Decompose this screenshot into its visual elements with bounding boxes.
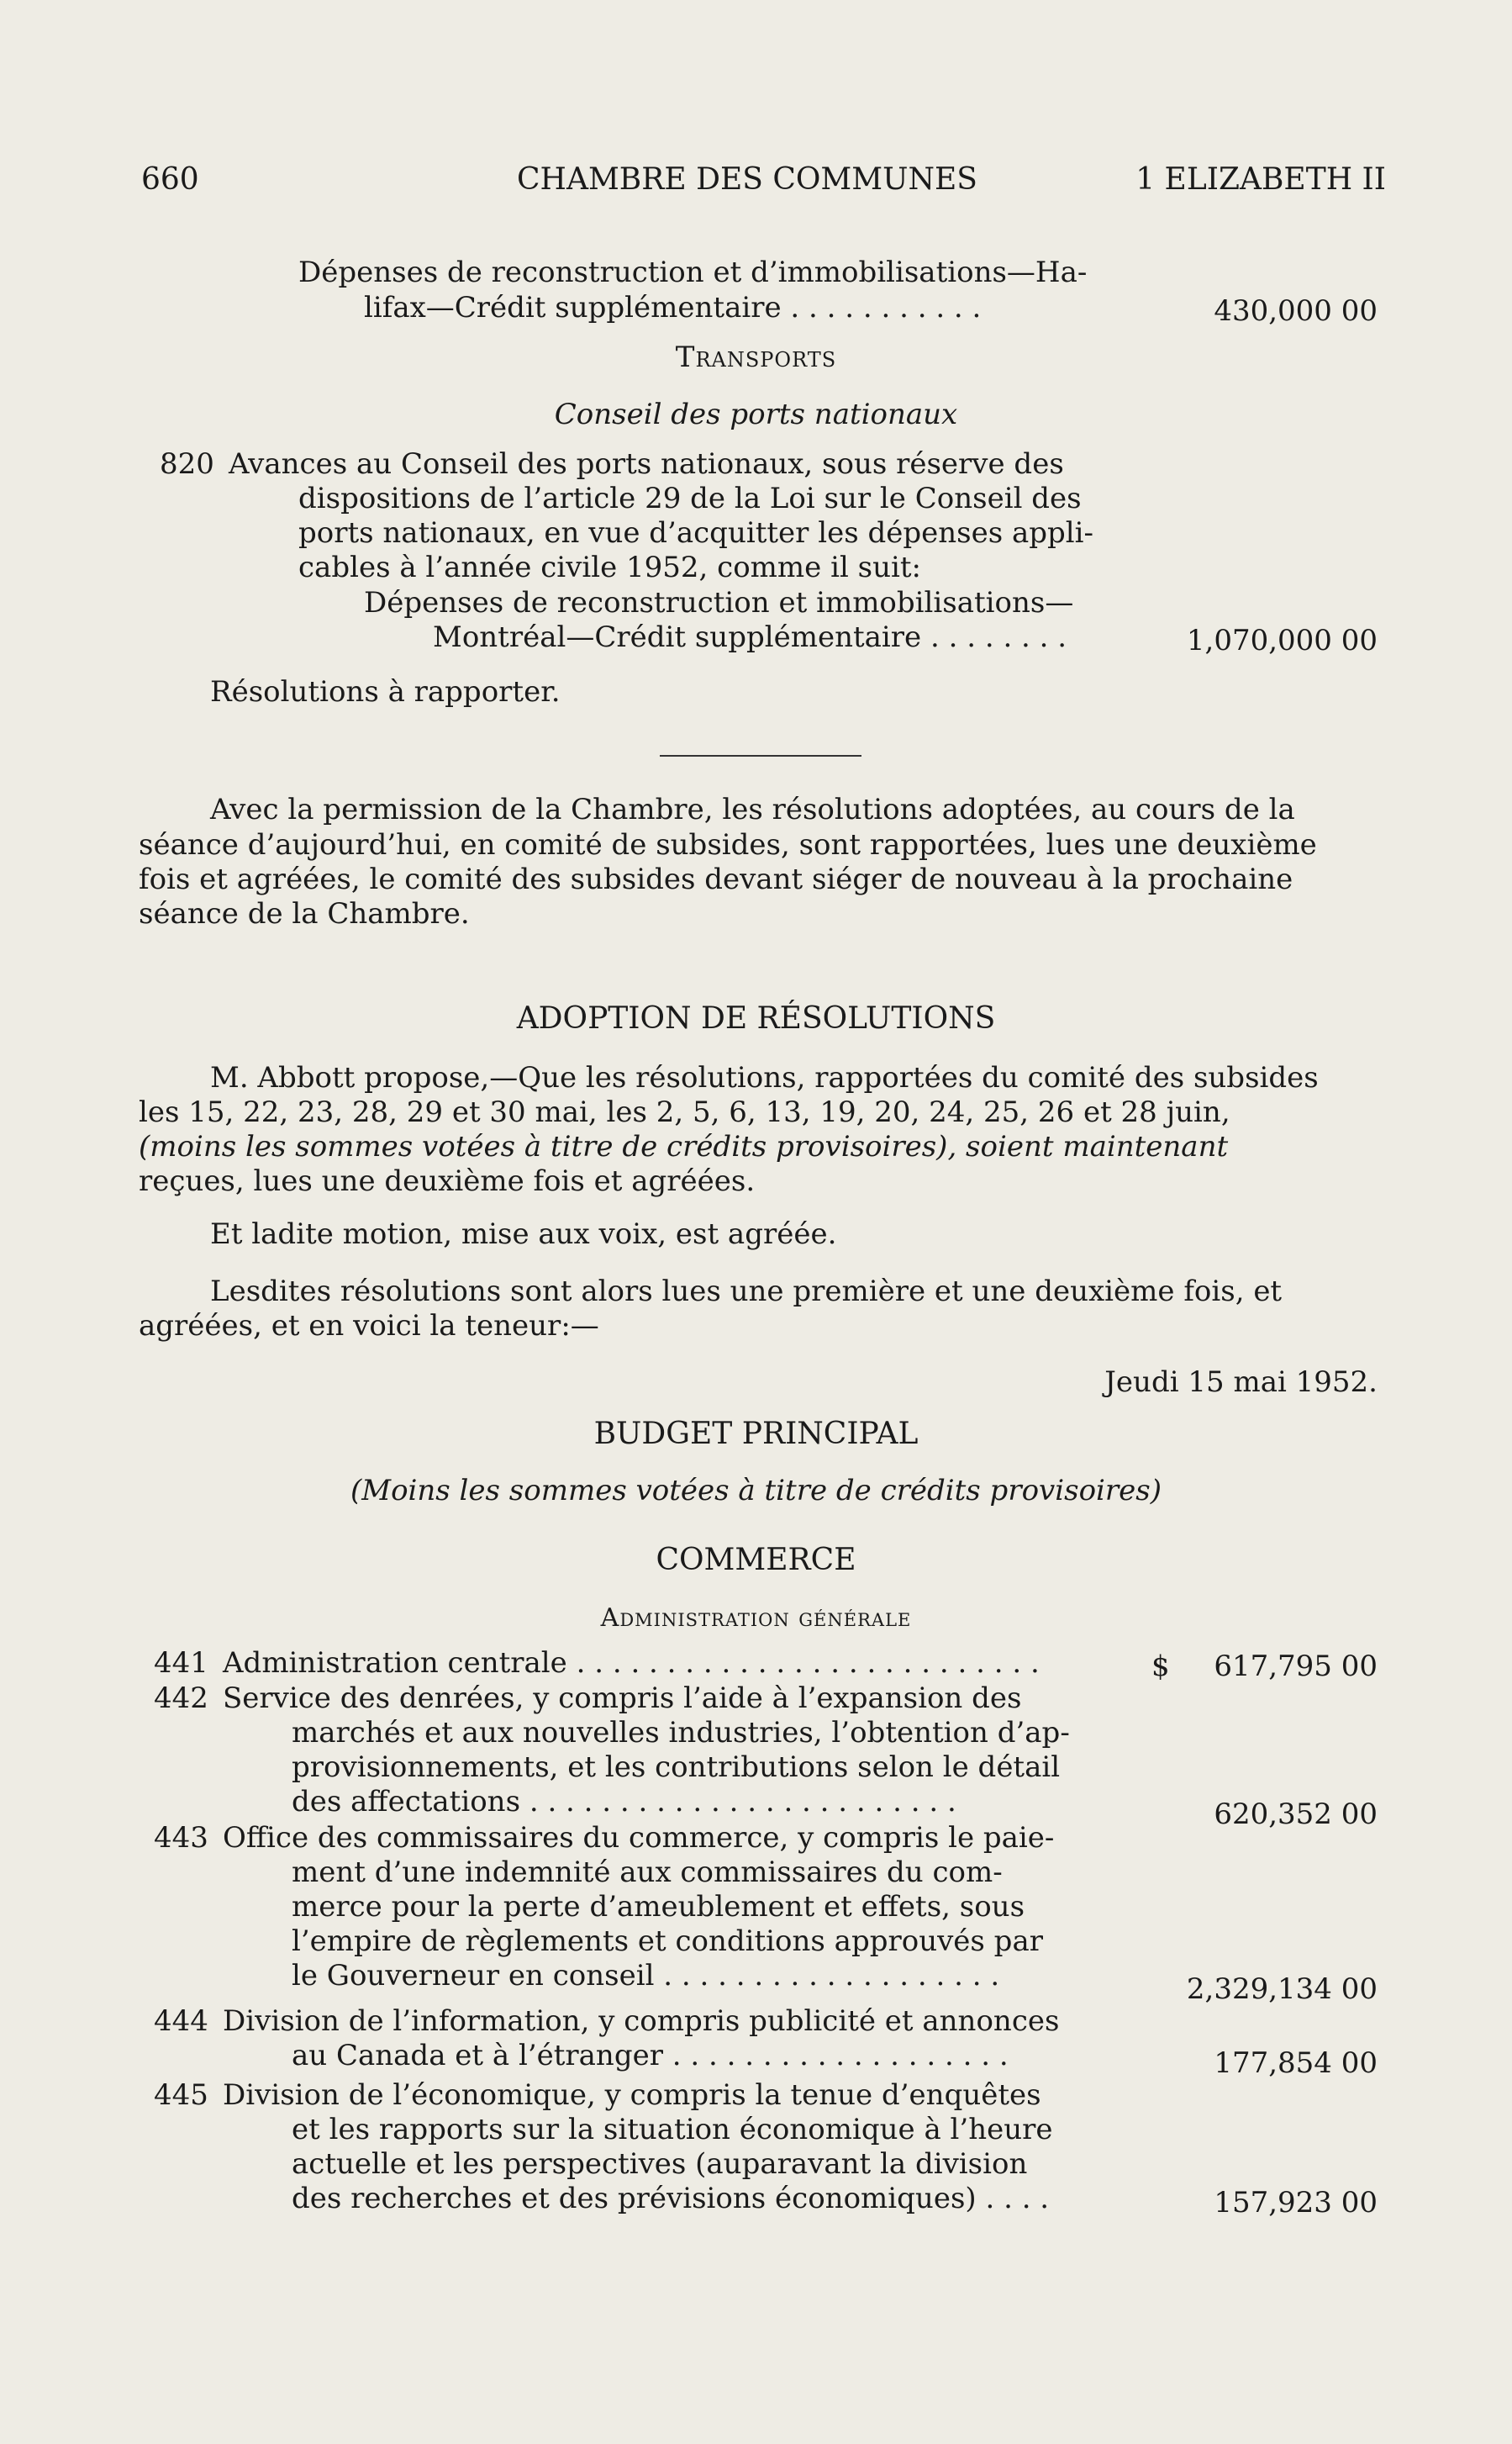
- transports-line-2: dispositions de l’article 29 de la Loi sur le Conseil des: [298, 482, 1082, 515]
- adoption-para2: Et ladite motion, mise aux voix, est agréée.: [210, 1217, 837, 1251]
- item-443-line-3: merce pour la perte d’ameublement et effets, sous: [292, 1890, 1025, 1924]
- item-number-445: 445: [154, 2078, 208, 2112]
- adoption-heading: ADOPTION DE RÉSOLUTIONS: [516, 1001, 996, 1036]
- department-heading: COMMERCE: [656, 1543, 856, 1577]
- item-445-line-1: Division de l’économique, y compris la tenue d’enquêtes: [223, 2078, 1041, 2112]
- adoption-para3-line-1: Lesdites résolutions sont alors lues une première et une deuxième fois, et: [210, 1275, 1283, 1308]
- item-number-441: 441: [154, 1646, 208, 1680]
- permission-line-2: séance d’aujourd’hui, en comité de subsides, sont rapportées, lues une deuxième: [139, 828, 1317, 862]
- transports-line-3: ports nationaux, en vue d’acquitter les dépenses appli-: [298, 516, 1094, 550]
- transports-subheading: Conseil des ports nationaux: [554, 398, 958, 431]
- adoption-para1-line-4: reçues, lues une deuxième fois et agréées.: [139, 1164, 756, 1198]
- item-443-line-1: Office des commissaires du commerce, y compris le paie-: [223, 1821, 1055, 1855]
- item-445-line-3: actuelle et les perspectives (auparavant la division: [292, 2147, 1028, 2181]
- item-442-line-3: provisionnements, et les contributions selon le détail: [292, 1750, 1061, 1784]
- item-number-444: 444: [154, 2004, 208, 2038]
- halifax-line-2: lifax—Crédit supplémentaire . . . . . . . . . . .: [364, 291, 982, 325]
- transports-amount: 1,070,000 00: [1186, 624, 1378, 657]
- item-444-line-1: Division de l’information, y compris publicité et annonces: [223, 2004, 1060, 2038]
- transports-line-5: Dépenses de reconstruction et immobilisations—: [364, 586, 1074, 620]
- budget-heading: BUDGET PRINCIPAL: [593, 1417, 919, 1451]
- item-number-820: 820: [160, 447, 214, 481]
- adoption-para1-line-2: les 15, 22, 23, 28, 29 et 30 mai, les 2, 5, 6, 13, 19, 20, 24, 25, 26 et 28 juin,: [139, 1095, 1230, 1129]
- permission-line-1: Avec la permission de la Chambre, les résolutions adoptées, au cours de la: [210, 793, 1295, 826]
- section-divider: [660, 755, 861, 757]
- item-444-line-2: au Canada et à l’étranger . . . . . . . . . . . . . . . . . . .: [292, 2039, 1009, 2072]
- item-442-line-4: des affectations . . . . . . . . . . . . . . . . . . . . . . . .: [292, 1785, 956, 1818]
- currency-symbol: $: [1151, 1650, 1170, 1683]
- permission-line-4: séance de la Chambre.: [139, 897, 470, 931]
- transports-line-4: cables à l’année civile 1952, comme il suit:: [298, 551, 921, 584]
- item-445-amount: 157,923 00: [1214, 2186, 1378, 2220]
- halifax-line-1: Dépenses de reconstruction et d’immobilisations—Ha-: [298, 256, 1088, 289]
- item-444-amount: 177,854 00: [1214, 2046, 1378, 2080]
- adoption-date: Jeudi 15 mai 1952.: [1104, 1365, 1378, 1399]
- item-445-line-2: et les rapports sur la situation économique à l’heure: [292, 2113, 1053, 2146]
- page-title: CHAMBRE DES COMMUNES: [517, 162, 977, 197]
- item-445-line-4: des recherches et des prévisions économiques) . . . .: [292, 2182, 1050, 2215]
- adoption-para1-line-1: M. Abbott propose,—Que les résolutions, rapportées du comité des subsides: [210, 1061, 1319, 1095]
- item-443-line-2: ment d’une indemnité aux commissaires du com-: [292, 1855, 1003, 1889]
- reign-label: 1 ELIZABETH II: [1135, 162, 1386, 197]
- item-441-line-1: Administration centrale . . . . . . . . . . . . . . . . . . . . . . . . . .: [223, 1646, 1040, 1680]
- section-heading: Administration générale: [600, 1603, 912, 1633]
- permission-line-3: fois et agréées, le comité des subsides devant siéger de nouveau à la prochaine: [139, 863, 1293, 896]
- adoption-para1-line-3: (moins les sommes votées à titre de crédits provisoires), soient maintenant: [139, 1130, 1229, 1164]
- item-442-line-2: marchés et aux nouvelles industries, l’obtention d’ap-: [292, 1716, 1070, 1750]
- page-number: 660: [141, 162, 199, 197]
- item-number-443: 443: [154, 1821, 208, 1855]
- adoption-para3-line-2: agréées, et en voici la teneur:—: [139, 1309, 599, 1343]
- item-443-amount: 2,329,134 00: [1186, 1972, 1378, 2006]
- item-443-line-4: l’empire de règlements et conditions approuvés par: [292, 1924, 1043, 1958]
- item-number-442: 442: [154, 1681, 208, 1715]
- item-441-amount: 617,795 00: [1214, 1650, 1378, 1683]
- item-443-line-5: le Gouverneur en conseil . . . . . . . . . . . . . . . . . . .: [292, 1959, 1000, 1993]
- item-442-amount: 620,352 00: [1214, 1797, 1378, 1831]
- transports-line-6: Montréal—Crédit supplémentaire . . . . . . . .: [433, 620, 1067, 654]
- resolutions-note: Résolutions à rapporter.: [210, 675, 561, 709]
- transports-heading: Transports: [675, 340, 837, 374]
- budget-subheading: (Moins les sommes votées à titre de crédits provisoires): [350, 1474, 1162, 1507]
- item-442-line-1: Service des denrées, y compris l’aide à l’expansion des: [223, 1681, 1022, 1715]
- transports-line-1: Avances au Conseil des ports nationaux, sous réserve des: [229, 447, 1064, 481]
- halifax-amount: 430,000 00: [1214, 294, 1378, 328]
